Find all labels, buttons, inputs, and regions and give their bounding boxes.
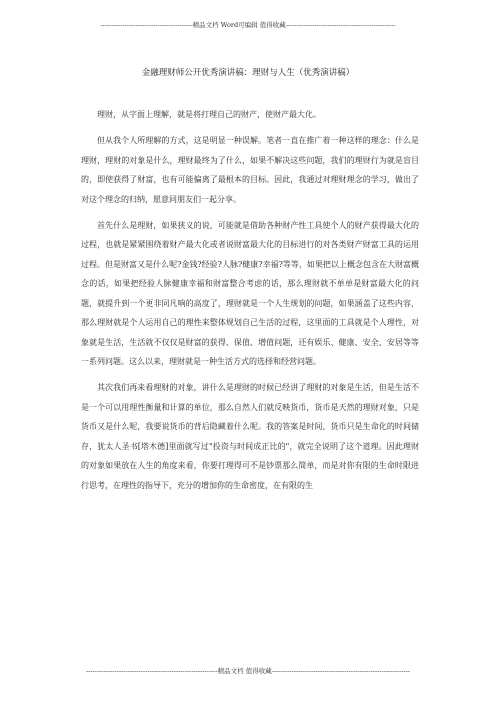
document-body [81, 105, 419, 502]
paragraph: 首先什么是理财，如果狭义的说，可能就是借助各种财产性工具使个人的财产获得最大化的过程，也就是紧紧围绕着财产最大化或者说财富最大化的目标进行的对各类财产财富工具的运用过程。但是财富又是什么呢?金钱?经验?人脉?健康?幸福?等等，如果把以上概念包含在大财富概念的话，如果把经验人脉健康幸福和财富整合考虑的话，那么理财就不单单是财富最大化的问题，就提升到一个更非同凡响的高度了，理财就是一个人生规划的问题，如果涵盖了这些内容，那么理财就是个人运用自己的理性来整体规划自己生活的过程，这里面的工具就是个人理性，对象就是生活，生活就不仅仅是财富的获得、保值、增值问题，还有娱乐、健康、安全、安居等等一系列问题。这么以来，理财就是一种生活方式的选择和经营问题。 [81, 220, 419, 366]
paragraph: 理财，从字面上理解，就是将打理自己的财产，使财产最大化。 [97, 110, 321, 119]
document-title: 金融理财师公开优秀演讲稿：理财与人生（优秀演讲稿） [141, 68, 355, 78]
paragraph: 但从我个人所理解的方式，这是明显一种误解。笔者一直在推广着一种这样的理念：什么是理财，理财的对象是什么，理财最终为了什么，如果不解决这些问题，我们的理财行为就是盲目的，即使获得了财富，也有可能偏离了最根本的目标。因此，我通过对理财理念的学习，做出了对这个理念的归纳，愿意同朋友们一起分享。 [81, 136, 419, 204]
paragraph: 其次我们再来看理财的对象，讲什么是理财的时候已经讲了理财的对象是生活，但是生活不是一个可以用理性衡量和计算的单位，那么自然人们就反映货币，货币是天然的理财对象，只是货币又是什么呢，我要说货币的背后隐藏着什么呢。我的答案是时间，货币只是生命化的时间储存，犹太人圣书[塔木德]里面就写过"投资与时间成正比的"，就完全说明了这个道理。因此理财的对象如果放在人生的角度来看，你要打理得可不是钞票那么简单，而是对你有限的生命时限进行思考，在理性的指导下，充分的增加你的生命密度，在有限的生 [81, 383, 419, 490]
page-footer: ------------------------------------------------------------精品文档 值得收藏--------------------------------------------------------------- [85, 667, 411, 675]
page-header: ------------------------------------------精品文档 Word可编辑 值得收藏-------------------------------------------------- [100, 21, 396, 29]
